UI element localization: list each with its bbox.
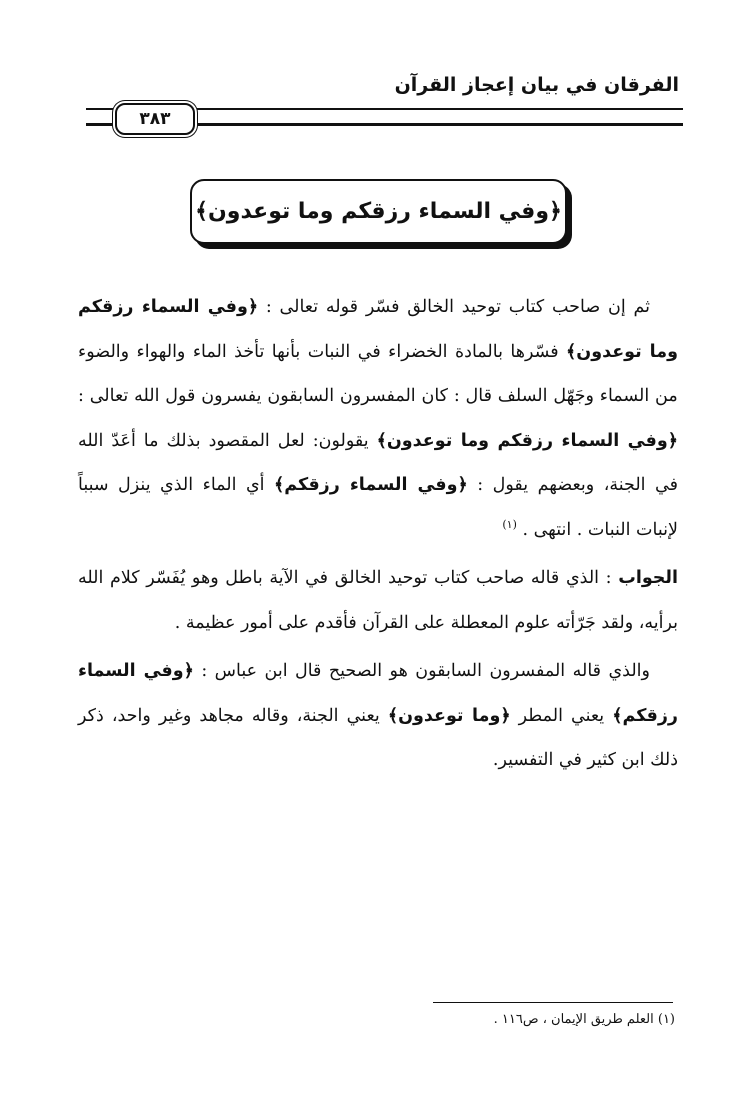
section-title: ﴿وفي السماء رزقكم وما توعدون﴾ [195, 199, 562, 224]
paragraph-2 [78, 556, 678, 645]
section-title-frame [190, 179, 567, 244]
page-number: ٣٨٣ [115, 103, 195, 135]
paragraph-1 [78, 285, 678, 552]
p1-text-1: ثم إن صاحب كتاب توحيد الخالق فسّر قوله تعالى : [258, 297, 650, 317]
p1-quote-2: ﴿وفي السماء رزقكم وما توعدون﴾ [376, 430, 678, 451]
p3-quote-2: ﴿وما توعدون﴾ [387, 705, 511, 726]
p1-text-4: أي الماء الذي ينزل سبباً لإنبات النبات . انتهى . [78, 475, 678, 540]
paragraph-3 [78, 649, 678, 783]
body-text [78, 285, 678, 787]
p3-text-1: والذي قاله المفسرون السابقون هو الصحيح قال ابن عباس : [193, 661, 650, 681]
answer-label: الجواب [618, 568, 678, 588]
p1-text-2: فسّرها بالمادة الخضراء في النبات بأنها تأخذ الماء والهواء والضوء من السماء وجَهّل السلف قال : كان المفسرون السابقون يفسرون قول الله تعالى : [78, 341, 678, 406]
p1-quote-1: ﴿وفي السماء رزقكم وما توعدون﴾ [78, 297, 678, 362]
p3-text-2: يعني المطر [510, 705, 605, 726]
p1-quote-3: ﴿وفي السماء رزقكم﴾ [274, 475, 468, 495]
running-header-title: الفرقان في بيان إعجاز القرآن [394, 74, 679, 96]
p2-text: : الذي قاله صاحب كتاب توحيد الخالق في الآية باطل وهو يُفَسّر كلام الله برأيه، ولقد جَرّأته علوم المعطلة على القرآن فأقدم على أمور عظيمة . [78, 568, 678, 633]
footnote-reference: (١) [502, 517, 517, 531]
p3-quote-1: ﴿وفي السماء رزقكم﴾ [78, 661, 678, 726]
footnote: (١) العلم طريق الإيمان ، ص١١٦ . [493, 1012, 675, 1027]
footnote-rule [433, 1002, 673, 1003]
p3-text-3: يعني الجنة، وقاله مجاهد وغير واحد، ذكر ذلك ابن كثير في التفسير. [78, 705, 678, 770]
p1-text-3: يقولون: لعل المقصود بذلك ما أعَدّ الله في الجنة، وبعضهم يقول : [78, 430, 678, 495]
